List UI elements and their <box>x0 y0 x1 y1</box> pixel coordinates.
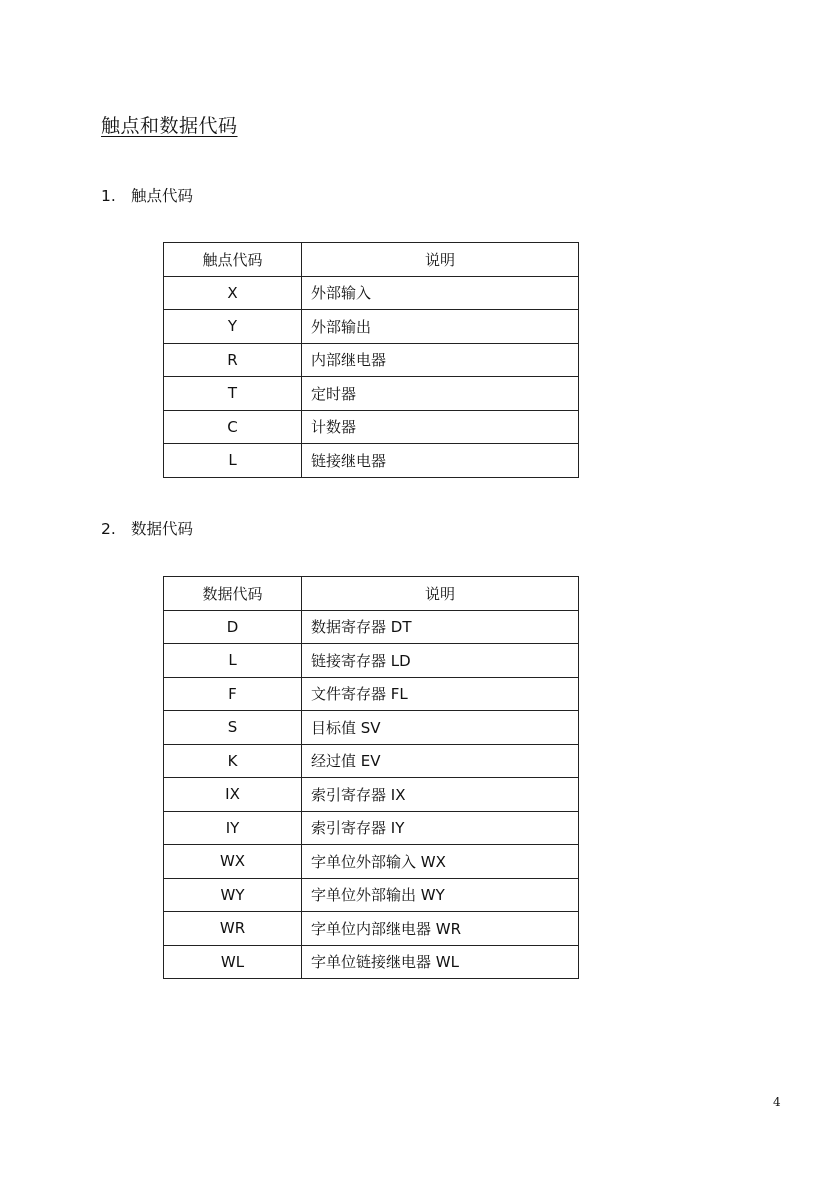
header-code: 数据代码 <box>164 577 302 611</box>
table-header-row <box>164 243 579 277</box>
code-cell: R <box>164 343 302 377</box>
code-cell: Y <box>164 310 302 344</box>
code-cell: K <box>164 744 302 778</box>
description-cell: 文件寄存器 FL <box>302 677 579 711</box>
code-cell: T <box>164 377 302 411</box>
table-row <box>164 711 579 745</box>
header-code: 触点代码 <box>164 243 302 277</box>
description-cell: 索引寄存器 IY <box>302 811 579 845</box>
table-row <box>164 410 579 444</box>
code-cell: WR <box>164 912 302 946</box>
table-row <box>164 912 579 946</box>
page-number: 4 <box>773 1095 781 1109</box>
code-cell: WX <box>164 845 302 879</box>
description-cell: 字单位外部输入 WX <box>302 845 579 879</box>
header-description: 说明 <box>302 243 579 277</box>
description-cell: 字单位内部继电器 WR <box>302 912 579 946</box>
section-number: 1. <box>101 187 116 205</box>
section-title: 触点代码 <box>131 187 194 205</box>
code-cell: X <box>164 276 302 310</box>
code-cell: IX <box>164 778 302 812</box>
table-row <box>164 677 579 711</box>
description-cell: 链接继电器 <box>302 444 579 478</box>
section-heading-contact-codes <box>101 184 193 206</box>
table-row <box>164 845 579 879</box>
table-header-row <box>164 577 579 611</box>
section-title: 数据代码 <box>131 520 194 538</box>
table-row <box>164 744 579 778</box>
code-cell: S <box>164 711 302 745</box>
data-code-table <box>163 576 579 979</box>
header-description: 说明 <box>302 577 579 611</box>
table-row <box>164 377 579 411</box>
description-cell: 定时器 <box>302 377 579 411</box>
table-row <box>164 444 579 478</box>
description-cell: 外部输出 <box>302 310 579 344</box>
table-row <box>164 343 579 377</box>
page-title: 触点和数据代码 <box>101 115 238 137</box>
code-cell: F <box>164 677 302 711</box>
code-cell: L <box>164 644 302 678</box>
description-cell: 字单位外部输出 WY <box>302 878 579 912</box>
description-cell: 目标值 SV <box>302 711 579 745</box>
description-cell: 经过值 EV <box>302 744 579 778</box>
code-cell: IY <box>164 811 302 845</box>
code-cell: WY <box>164 878 302 912</box>
description-cell: 链接寄存器 LD <box>302 644 579 678</box>
table-row <box>164 811 579 845</box>
description-cell: 数据寄存器 DT <box>302 610 579 644</box>
code-cell: WL <box>164 945 302 979</box>
table-row <box>164 310 579 344</box>
code-cell: C <box>164 410 302 444</box>
description-cell: 外部输入 <box>302 276 579 310</box>
contact-code-table <box>163 242 579 478</box>
table-row <box>164 610 579 644</box>
table-row <box>164 276 579 310</box>
table-row <box>164 778 579 812</box>
description-cell: 字单位链接继电器 WL <box>302 945 579 979</box>
table-row <box>164 945 579 979</box>
description-cell: 索引寄存器 IX <box>302 778 579 812</box>
code-cell: D <box>164 610 302 644</box>
description-cell: 计数器 <box>302 410 579 444</box>
description-cell: 内部继电器 <box>302 343 579 377</box>
code-cell: L <box>164 444 302 478</box>
table-row <box>164 644 579 678</box>
section-number: 2. <box>101 520 116 538</box>
section-heading-data-codes <box>101 517 193 539</box>
table-row <box>164 878 579 912</box>
